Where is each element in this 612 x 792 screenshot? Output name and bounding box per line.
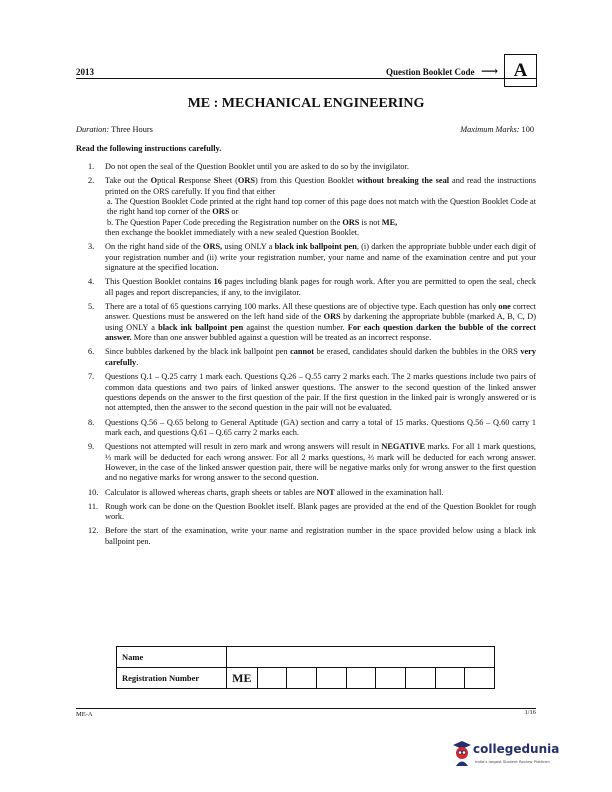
- name-field[interactable]: [227, 647, 495, 668]
- instruction-item: 3. On the right hand side of the ORS, using ONLY a black ink ballpoint pen, (i) darken the appropriate bubble under each digit of your registration number and (ii) write your registration number, your name and name of the examination centre and put your signature at the specified location.: [88, 242, 536, 273]
- instruction-item: 12. Before the start of the examination, write your name and registration number in the space provided below using a black ink ballpoint pen.: [88, 526, 536, 546]
- max-marks-label: Maximum Marks:: [460, 125, 520, 134]
- duration-label: Duration:: [76, 125, 110, 134]
- collegedunia-tagline: India's largest Student Review Platform: [475, 759, 550, 764]
- instruction-number: 1.: [88, 162, 95, 171]
- registration-digit-box[interactable]: [287, 668, 317, 689]
- booklet-code-label: Question Booklet Code: [386, 67, 475, 77]
- instruction-item: 11. Rough work can be done on the Question Booklet itself. Blank pages are provided at the end of the Question Booklet for rough work.: [88, 501, 536, 522]
- instruction-item: 9. Questions not attempted will result in zero mark and wrong answers will result in NEGATIVE marks. For all 1 mark questions, ⅓ mark will be deducted for each wrong answer. For all 2 marks questions, ⅔ mark will be deducted for each wrong answer. However, in the case of the linked answer question pair, there will be negative marks only for wrong answer to the first question and no negative marks for wrong answer to the second question.: [88, 442, 537, 483]
- instruction-number: 5.: [88, 302, 95, 312]
- instructions-list: [88, 162, 536, 551]
- read-instructions-heading: Read the following instructions carefully.: [76, 144, 222, 153]
- header-rule: [76, 78, 536, 79]
- instruction-number: 6.: [88, 347, 95, 357]
- registration-digit-box[interactable]: [405, 668, 435, 689]
- instruction-subitem-a: a. The Question Booklet Code printed at the right hand top corner of this page does not match with the Question Booklet Code at the right hand top corner of the ORS or: [107, 197, 536, 217]
- name-row: [117, 647, 495, 668]
- registration-digit-box[interactable]: [376, 668, 406, 689]
- instruction-text: Do not open the seal of the Question Booklet until you are asked to do so by the invigilator.: [105, 162, 409, 171]
- registration-table: [116, 646, 495, 689]
- instruction-item: [88, 162, 536, 172]
- instruction-number: 8.: [88, 417, 95, 427]
- instruction-number: 7.: [88, 372, 95, 382]
- registration-digit-box[interactable]: [346, 668, 376, 689]
- duration-value: Three Hours: [111, 125, 153, 134]
- duration: [76, 125, 153, 134]
- max-marks-value: 100: [521, 125, 534, 134]
- arrow-right-icon: ⟶: [481, 64, 499, 78]
- maximum-marks: [460, 125, 534, 134]
- instruction-number: 10.: [88, 487, 99, 497]
- instruction-item: 6. Since bubbles darkened by the black ink ballpoint pen cannot be erased, candidates should darken the bubbles in the ORS very carefully.: [88, 347, 536, 367]
- instruction-item: 7. Questions Q.1 – Q.25 carry 1 mark each. Questions Q.26 – Q.55 carry 2 marks each. The 2 marks questions include two pairs of common data questions and two pairs of linked answer questions. The answer to the second question of the linked answer questions depends on the answer to the first question of the pair. If the first question in the linked pair is wrongly answered or is not attempted, then the answer to the second question in the pair will not be evaluated.: [88, 372, 536, 413]
- registration-prefix: ME: [227, 668, 258, 689]
- collegedunia-logo-text: collegedunia: [473, 742, 560, 756]
- instruction-number: 2.: [88, 176, 95, 186]
- instruction-item: 5. There are a total of 65 questions carrying 100 marks. All these questions are of objective type. Each question has only one correct answer. Questions must be answered on the left hand side of the ORS by darkening the appropriate bubble (marked A, B, C, D) using ONLY a black ink ballpoint pen against the question number. For each question darken the bubble of the correct answer. More than one answer bubbled against a question will be treated as an incorrect response.: [88, 302, 537, 343]
- instruction-number: 9.: [88, 442, 95, 452]
- footer-page-number: 1/16: [524, 709, 536, 716]
- instruction-then: then exchange the booklet immediately with a new sealed Question Booklet.: [105, 228, 360, 238]
- collegedunia-logo-icon: [452, 740, 472, 768]
- header-year: 2013: [76, 67, 94, 77]
- registration-row: [117, 668, 495, 689]
- footer-paper-code: ME-A: [76, 711, 93, 718]
- instruction-item: 8. Questions Q.56 – Q.65 belong to General Aptitude (GA) section and carry a total of 15 marks. Questions Q.56 – Q.60 carry 1 mark each, and questions Q.61 – Q.65 carry 2 marks each.: [88, 417, 536, 437]
- instruction-number: 3.: [88, 242, 95, 252]
- name-label: Name: [117, 647, 227, 668]
- registration-digit-box[interactable]: [257, 668, 287, 689]
- registration-digit-box[interactable]: [435, 668, 465, 689]
- registration-number-label: Registration Number: [117, 668, 227, 689]
- instruction-subitem-b: b. The Question Paper Code preceding the Registration number on the ORS is not ME,: [107, 217, 398, 227]
- footer-rule: [76, 708, 536, 709]
- instruction-item: 2. Take out the Optical Response Sheet (ORS) from this Question Booklet without breaking the seal and read the instructions printed on the ORS carefully. If you find that either a. The Question Booklet Code printed at the right hand top corner of this page does not match with the Question Booklet Code at the right hand top corner of the ORS or b. The Question Paper Code preceding the Registration number on the ORS is not ME, then exchange the booklet immediately with a new sealed Question Booklet.: [88, 176, 536, 238]
- registration-digit-box[interactable]: [316, 668, 346, 689]
- booklet-code-box: A: [504, 54, 537, 87]
- instruction-item: 4. This Question Booklet contains 16 pages including blank pages for rough work. After you are permitted to open the seal, check all pages and report discrepancies, if any, to the invigilator.: [88, 277, 536, 297]
- instruction-number: 4.: [88, 277, 95, 287]
- instruction-item: 10. Calculator is allowed whereas charts, graph sheets or tables are NOT allowed in the examination hall.: [88, 487, 444, 497]
- instruction-number: 12.: [88, 526, 99, 536]
- instruction-number: 11.: [88, 501, 99, 511]
- page-title: ME : MECHANICAL ENGINEERING: [187, 96, 425, 111]
- registration-digit-box[interactable]: [465, 668, 495, 689]
